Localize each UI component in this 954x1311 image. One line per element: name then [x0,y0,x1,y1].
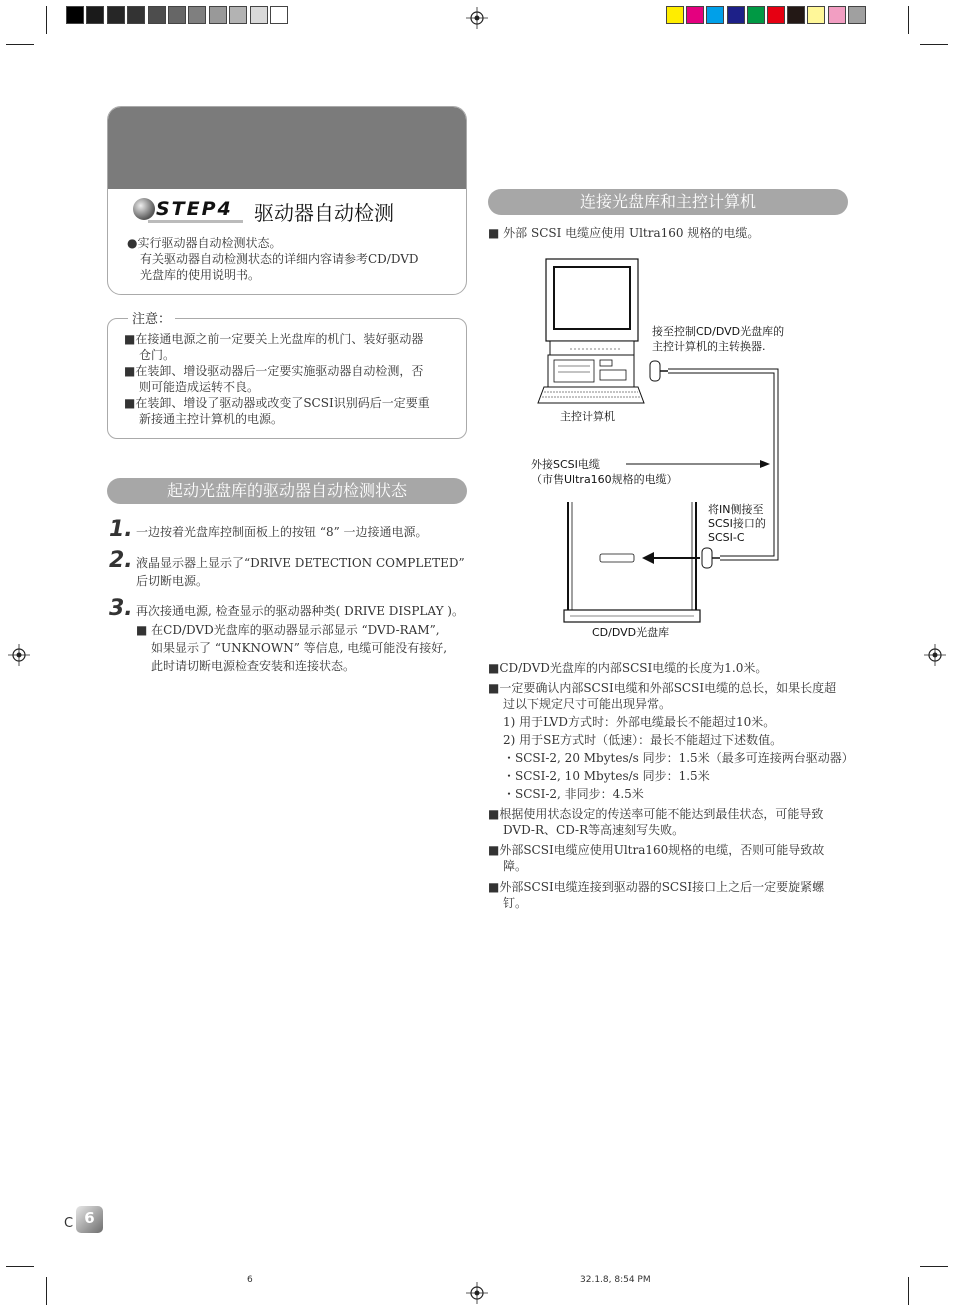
registration-mark-icon [466,7,488,29]
step-number: 2. [109,548,133,573]
crop-mark [6,44,34,45]
connect-note: ■外部SCSI电缆应使用Ultra160规格的电缆，否则可能导致故 [488,843,825,857]
diagram-label-in-side: 将IN侧接至 [708,503,764,516]
crop-mark [908,1277,909,1305]
startup-section-title: 起动光盘库的驱动器自动检测状态 [107,478,467,504]
connect-note: 1) 用于LVD方式时：外部电缆最长不能超过10米。 [503,715,776,729]
slug-page: 6 [247,1275,253,1285]
step-text: 再次接通电源, 检查显示的驱动器种类( DRIVE DISPLAY )。 [136,604,464,618]
connect-note: DVD-R、CD-R等高速刻写失败。 [503,823,685,837]
step-text: 此时请切断电源检查安装和连接状态。 [151,659,356,673]
diagram-label-in-side: SCSI接口的 [708,517,766,530]
connect-intro: ■ 外部 SCSI 电缆应使用 Ultra160 规格的电缆。 [488,226,760,240]
connect-note: ■根据使用状态设定的传送率可能不能达到最佳状态，可能导致 [488,807,824,821]
diagram-label-cable: （市售Ultra160规格的电缆） [531,473,678,486]
gray-swatch [86,6,104,24]
color-swatch [686,6,704,24]
gray-swatch [229,6,247,24]
diagram-label-cable: 外接SCSI电缆 [531,458,600,471]
step-text: 液晶显示器上显示了“DRIVE DETECTION COMPLETED” [136,556,465,570]
sphere-bullet-icon [132,197,156,221]
caution-heading: 注意： [128,308,175,327]
color-swatch [848,6,866,24]
diagram-label-converter: 接至控制CD/DVD光盘库的 [652,325,785,338]
gray-swatch [148,6,166,24]
diagram-label-host: 主控计算机 [560,410,615,423]
color-swatch [747,6,765,24]
registration-mark-icon [466,1282,488,1304]
caution-item: ■在接通电源之前一定要关上光盘库的机门、装好驱动器 [124,332,424,346]
gray-swatch [107,6,125,24]
disc-library-icon [564,502,700,622]
crop-mark [908,6,909,34]
step-badge-underline [148,220,243,223]
gray-swatch [270,6,288,24]
keyboard-icon [538,387,644,403]
color-swatch [767,6,785,24]
connect-note: 钉。 [503,896,528,910]
connect-note: 过以下规定尺寸可能出现异常。 [503,697,672,711]
monitor-icon [546,259,638,355]
registration-mark-icon [8,644,30,666]
caution-item: ■在装卸、增设了驱动器或改变了SCSI识别码后一定要重 [124,396,430,410]
slug-timestamp: 32.1.8, 8:54 PM [580,1275,651,1285]
connect-note: ・SCSI-2, 20 Mbytes/s 同步：1.5米（最多可连接两台驱动器） [503,751,854,765]
connect-note: 障。 [503,859,528,873]
color-swatch [807,6,825,24]
gray-swatch [66,6,84,24]
connect-section-title: 连接光盘库和主控计算机 [488,189,848,215]
step-text: 如果显示了 “UNKNOWN” 等信息, 电缆可能没有接好, [151,641,448,655]
crop-mark [6,1266,34,1267]
connect-note: ・SCSI-2, 10 Mbytes/s 同步：1.5米 [503,769,710,783]
crop-mark [46,6,47,34]
color-swatch [706,6,724,24]
gray-swatch [250,6,268,24]
step-line: 有关驱动器自动检测状态的详细内容请参考CD/DVD [140,252,419,266]
scsi-connector-icon [650,361,668,381]
crop-mark [920,44,948,45]
step-text: ■ 在CD/DVD光盘库的驱动器显示部显示 “DVD-RAM”, [136,623,440,637]
connect-note: ■外部SCSI电缆连接到驱动器的SCSI接口上之后一定要旋紧螺 [488,880,825,894]
connect-note: 2) 用于SE方式时（低速）：最长不能超过下述数值。 [503,733,783,747]
gray-swatch [188,6,206,24]
caution-item: 仓门。 [139,348,176,362]
step-number: 3. [109,596,133,621]
diagram-label-library: CD/DVD光盘库 [592,626,670,639]
gray-swatch [209,6,227,24]
computer-icon [548,355,634,387]
crop-mark [920,1266,948,1267]
step-line: 光盘库的使用说明书。 [140,268,261,282]
step-text: 一边按着光盘库控制面板上的按钮 “8” 一边接通电源。 [136,525,428,539]
color-swatch [828,6,846,24]
connect-note: ■CD/DVD光盘库的内部SCSI电缆的长度为1.0米。 [488,661,768,675]
step-title: 驱动器自动检测 [254,201,394,225]
step-badge: STEP4 [156,198,233,220]
step-header-band [108,107,466,189]
step-number: 1. [109,517,133,542]
gray-swatch [127,6,145,24]
color-swatch [727,6,745,24]
page-prefix: C [64,1216,74,1231]
step-text: 后切断电源。 [136,574,209,588]
caution-item: ■在装卸、增设驱动器后一定要实施驱动器自动检测，否 [124,364,424,378]
gray-swatch [168,6,186,24]
diagram-label-converter: 主控计算机的主转换器. [652,340,766,353]
caution-item: 则可能造成运转不良。 [139,380,260,394]
connect-note: ・SCSI-2, 非同步：4.5米 [503,787,644,801]
caution-item: 新接通主控计算机的电源。 [139,412,284,426]
diagram-label-in-side: SCSI-C [708,531,745,544]
page-number-badge: 6 [76,1206,103,1233]
crop-mark [46,1277,47,1305]
color-swatch [787,6,805,24]
step-line: ●实行驱动器自动检测状态。 [127,236,282,250]
registration-mark-icon [924,644,946,666]
connect-note: ■一定要确认内部SCSI电缆和外部SCSI电缆的总长，如果长度超 [488,681,837,695]
scsi-connector-icon [702,548,720,568]
connection-diagram [530,250,790,630]
color-swatch [666,6,684,24]
